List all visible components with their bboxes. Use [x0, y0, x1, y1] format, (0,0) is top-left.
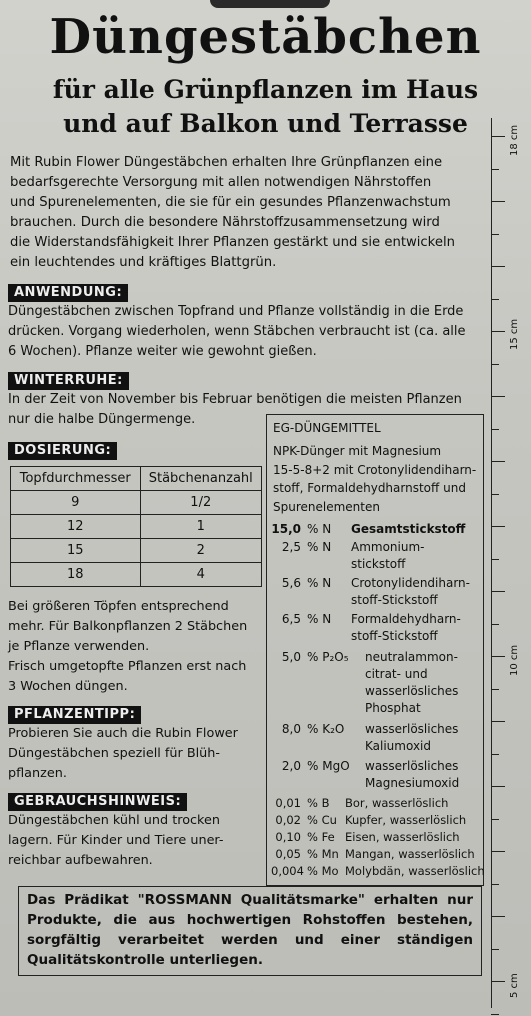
trace-name: Bor, wasserlöslich: [345, 796, 449, 810]
nutrient-row: [271, 758, 479, 792]
ruler-tick: [491, 916, 505, 917]
ruler-label-5cm: 5 cm: [509, 973, 520, 998]
ruler-tick: [491, 299, 499, 300]
pflanzentipp-text: [8, 724, 264, 784]
nutrient-name-line: Ammonium-: [351, 540, 425, 554]
nutrient-name: [365, 758, 459, 792]
gebrauch-text: [8, 811, 264, 871]
nutrient-name: [365, 721, 458, 755]
nutrient-amount: 8,0: [281, 722, 301, 736]
quality-line: Das Prädikat "ROSSMANN Qualitätsmarke" erhalten nur: [27, 892, 473, 908]
nutrient-name-line: Formaldehydharn-: [351, 612, 461, 626]
quality-line: Qualitätskontrolle unterliegen.: [27, 952, 263, 968]
trace-row: [271, 795, 479, 812]
nutrient-amount: 5,6: [281, 576, 301, 590]
trace-amount: 0,10: [275, 830, 301, 844]
quality-notice-text: [19, 887, 481, 973]
nutrient-name-line: stoff-Stickstoff: [351, 629, 438, 643]
col-header-topfdurchmesser: Topfdurchmesser: [11, 467, 141, 491]
intro-line: die Widerstandsfähigkeit Ihrer Pflanzen gestärkt und sie entwickeln: [10, 235, 455, 250]
ruler-tick: [491, 689, 499, 690]
nutrient-amount: 2,5: [281, 540, 301, 554]
ruler-tick: [491, 591, 505, 592]
quality-line: sorgfältig verarbeitet werden und einer ständigen: [27, 932, 473, 948]
trace-amount: 0,01: [275, 796, 301, 810]
gebrauch-heading: GEBRAUCHSHINWEIS:: [8, 793, 187, 811]
ruler-tick: [491, 136, 505, 137]
nutrient-row: [271, 575, 479, 609]
ruler-tick: [491, 624, 499, 625]
table-cell: 2: [140, 539, 261, 563]
nutrient-name-line: citrat- und: [365, 667, 428, 681]
dosage-note-line: Bei größeren Töpfen entsprechend: [8, 599, 229, 614]
nutrient-name-line: Phosphat: [365, 701, 421, 715]
table-row: [11, 491, 262, 515]
subtitle-line-1: für alle Grünpflanzen im Haus: [52, 75, 479, 104]
cm-ruler: [491, 118, 521, 1008]
ruler-tick: [491, 786, 505, 787]
ruler-line: [491, 118, 492, 1008]
trace-row: [271, 846, 479, 863]
trace-name: Mangan, wasserlöslich: [345, 847, 475, 861]
nutrient-name-line: stickstoff: [351, 557, 406, 571]
table-row: [11, 563, 262, 587]
ruler-tick: [491, 949, 499, 950]
eg-title: EG-DÜNGEMITTEL: [273, 421, 381, 435]
dosage-note-line: 3 Wochen düngen.: [8, 679, 128, 694]
nutrient-name-line: Kaliumoxid: [365, 739, 431, 753]
ruler-tick: [491, 819, 499, 820]
nutrient-row: [271, 611, 479, 645]
ruler-tick: [491, 364, 499, 365]
intro-line: bedarfsgerechte Versorgung mit allen notwendigen Nährstoffen: [10, 175, 432, 190]
nutrient-name: Gesamtstickstoff: [351, 522, 466, 536]
subtitle-line-2: und auf Balkon und Terrasse: [63, 109, 468, 138]
table-cell: 12: [11, 515, 141, 539]
table-row: [11, 515, 262, 539]
nutrient-name: [351, 611, 461, 645]
table-cell: 15: [11, 539, 141, 563]
nutrient-amount: 6,5: [281, 612, 301, 626]
nutrient-unit: % N: [307, 522, 332, 536]
gebrauch-line: Düngestäbchen kühl und trocken: [8, 813, 220, 828]
table-cell: 1: [140, 515, 261, 539]
table-cell: 1/2: [140, 491, 261, 515]
pflanzentipp-line: Düngestäbchen speziell für Blüh-: [8, 746, 221, 761]
nutrient-amount: 15,0: [271, 522, 301, 536]
trace-row: [271, 863, 485, 880]
nutrient-row: [271, 539, 479, 573]
intro-paragraph: [10, 153, 482, 273]
table-cell: 4: [140, 563, 261, 587]
trace-name: Kupfer, wasserlöslich: [345, 813, 467, 827]
nutrient-name-line: wasserlösliches: [365, 684, 459, 698]
ruler-tick: [491, 884, 499, 885]
anwendung-heading: ANWENDUNG:: [8, 284, 128, 302]
nutrient-row: [271, 721, 479, 755]
trace-unit: % Mn: [307, 847, 339, 861]
ruler-tick: [491, 429, 499, 430]
top-band-decoration: [210, 0, 330, 8]
dosage-note-line: je Pflanze verwenden.: [8, 639, 150, 654]
ruler-tick: [491, 981, 505, 982]
col-header-staebchenanzahl: Stäbchenanzahl: [140, 467, 261, 491]
winterruhe-heading: WINTERRUHE:: [8, 372, 129, 390]
ruler-label-18cm: 18 cm: [509, 124, 520, 156]
trace-amount: 0,02: [275, 813, 301, 827]
ruler-tick: [491, 201, 505, 202]
anwendung-line: 6 Wochen). Pflanze weiter wie gewohnt gießen.: [8, 344, 317, 359]
trace-unit: % Mo: [307, 864, 339, 878]
nutrient-unit: % K₂O: [307, 722, 345, 736]
nutrient-unit: % N: [307, 540, 332, 554]
intro-line: brauchen. Durch die besondere Nährstoffzusammensetzung wird: [10, 215, 440, 230]
ruler-tick: [491, 396, 505, 397]
intro-line: und Spurenelementen, die sie für ein gesundes Pflanzenwachstum: [10, 195, 451, 210]
dosage-notes: [8, 597, 264, 697]
nutrient-name-line: wasserlösliches: [365, 722, 459, 736]
ruler-tick: [491, 721, 505, 722]
ruler-tick: [491, 656, 505, 657]
nutrient-name: [351, 575, 470, 609]
trace-unit: % B: [307, 796, 330, 810]
trace-amount: 0,05: [275, 847, 301, 861]
trace-row: [271, 829, 479, 846]
trace-unit: % Cu: [307, 813, 337, 827]
ruler-tick: [491, 559, 499, 560]
nutrient-unit: % N: [307, 612, 332, 626]
nutrient-amount: 5,0: [281, 650, 301, 664]
quality-notice-box: [18, 886, 482, 976]
trace-name: Molybdän, wasserlöslich: [345, 864, 485, 878]
eg-desc-line: Spurenelementen: [273, 499, 380, 514]
dosage-table: [10, 466, 262, 587]
winterruhe-line: nur die halbe Düngermenge.: [8, 412, 196, 427]
table-header-row: [11, 467, 262, 491]
ruler-tick: [491, 1014, 499, 1015]
dosage-note-line: mehr. Für Balkonpflanzen 2 Stäbchen: [8, 619, 248, 634]
nutrient-name-line: neutralammon-: [365, 650, 458, 664]
nutrient-name-line: stoff-Stickstoff: [351, 593, 438, 607]
intro-line: Mit Rubin Flower Düngestäbchen erhalten Ihre Grünpflanzen eine: [10, 155, 443, 170]
eg-desc-line: stoff, Formaldehydharnstoff und: [273, 481, 466, 496]
nutrient-row: [271, 649, 479, 719]
nutrient-name: [365, 649, 458, 717]
pflanzentipp-line: pflanzen.: [8, 766, 67, 781]
trace-row: [271, 812, 479, 829]
intro-line: ein leuchtendes und kräftiges Blattgrün.: [10, 255, 277, 270]
pflanzentipp-heading: PFLANZENTIPP:: [8, 706, 141, 724]
table-cell: 9: [11, 491, 141, 515]
nutrient-unit: % P₂O₅: [307, 650, 349, 664]
eg-duengemittel-box: [266, 414, 484, 886]
ruler-tick: [491, 169, 499, 170]
ruler-tick: [491, 754, 499, 755]
nutrient-unit: % N: [307, 576, 332, 590]
ruler-label-10cm: 10 cm: [509, 644, 520, 676]
dosierung-heading: DOSIERUNG:: [8, 442, 117, 460]
ruler-tick: [491, 461, 505, 462]
nutrient-name-line: Magnesiumoxid: [365, 776, 460, 790]
ruler-tick: [491, 526, 505, 527]
ruler-tick: [491, 266, 505, 267]
nutrient-unit: % MgO: [307, 759, 350, 773]
ruler-label-15cm: 15 cm: [509, 318, 520, 350]
nutrient-name-line: wasserlösliches: [365, 759, 459, 773]
ruler-tick: [491, 331, 505, 332]
nutrient-amount: 2,0: [281, 759, 301, 773]
trace-amount: 0,004: [271, 864, 304, 878]
anwendung-text: [8, 302, 486, 362]
ruler-tick: [491, 494, 499, 495]
anwendung-line: drücken. Vorgang wiederholen, wenn Stäbchen verbraucht ist (ca. alle: [8, 324, 466, 339]
eg-desc-line: 15-5-8+2 mit Crotonylidendiharn-: [273, 462, 477, 477]
nutrient-name: [351, 539, 425, 573]
table-cell: 18: [11, 563, 141, 587]
table-row: [11, 539, 262, 563]
trace-name: Eisen, wasserlöslich: [345, 830, 460, 844]
eg-desc-line: NPK-Dünger mit Magnesium: [273, 444, 442, 458]
ruler-tick: [491, 851, 505, 852]
gebrauch-line: reichbar aufbewahren.: [8, 853, 153, 868]
trace-unit: % Fe: [307, 830, 335, 844]
nutrient-name-line: Crotonylidendiharn-: [351, 576, 470, 590]
dosage-note-line: Frisch umgetopfte Pflanzen erst nach: [8, 659, 247, 674]
pflanzentipp-line: Probieren Sie auch die Rubin Flower: [8, 726, 238, 741]
ruler-tick: [491, 234, 499, 235]
gebrauch-line: lagern. Für Kinder und Tiere uner-: [8, 833, 224, 848]
eg-description: [273, 442, 479, 516]
anwendung-line: Düngestäbchen zwischen Topfrand und Pflanze vollständig in die Erde: [8, 304, 464, 319]
winterruhe-line: In der Zeit von November bis Februar benötigen die meisten Pflanzen: [8, 392, 462, 407]
quality-line: Produkte, die aus hochwertigen Rohstoffen bestehen,: [27, 912, 473, 928]
product-title: Düngestäbchen: [49, 9, 482, 65]
nutrient-row: [271, 521, 479, 539]
